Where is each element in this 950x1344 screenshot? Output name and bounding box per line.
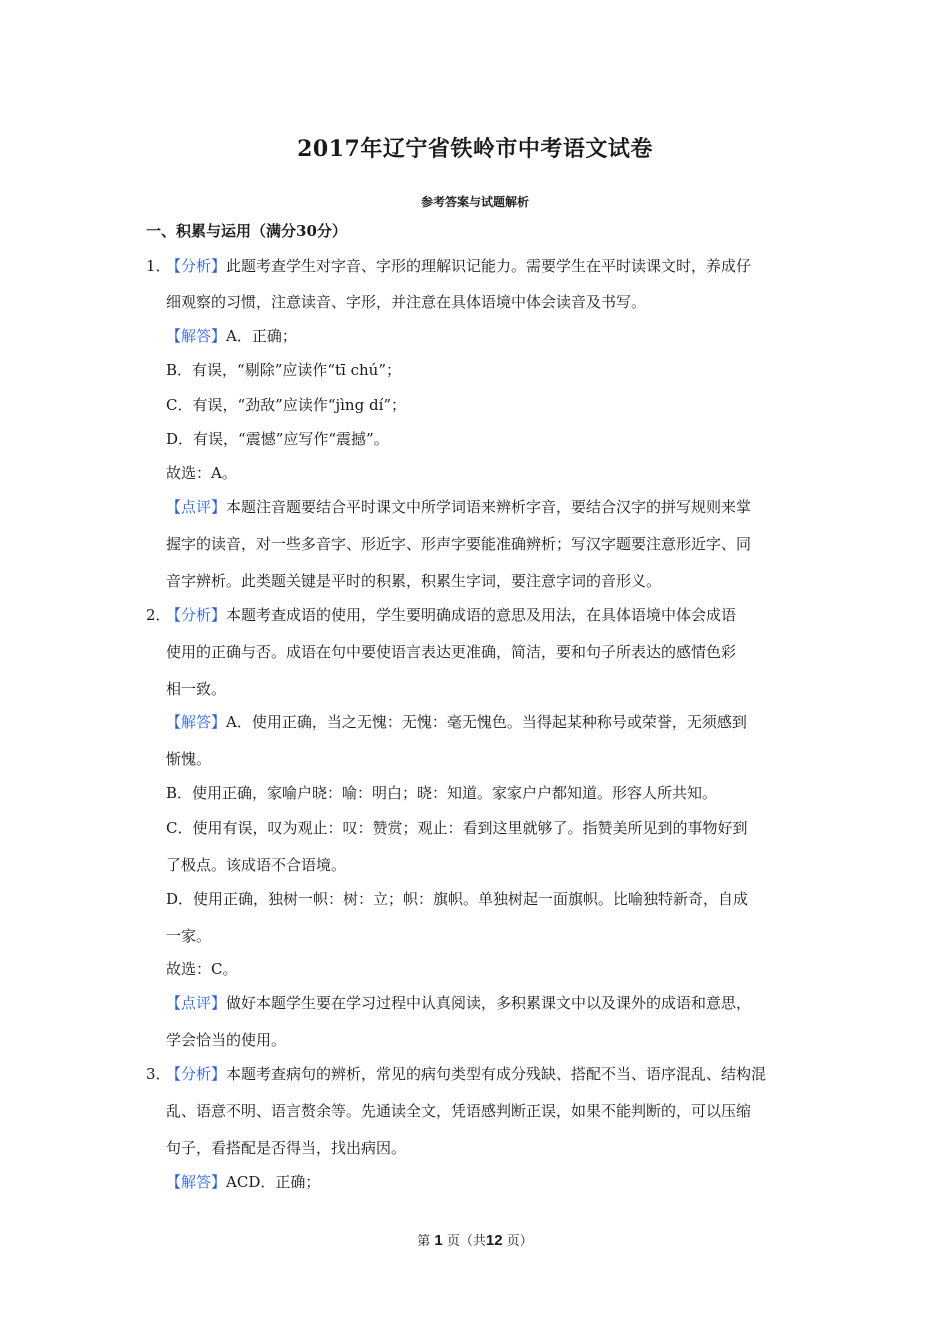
question-number: 1． — [146, 257, 171, 275]
comment-line: 握字的读音，对一些多音字、形近字、形声字要能准确辨析；写汉字题要注意形近字、同 — [166, 535, 752, 553]
comment-tag: 【点评】 — [166, 994, 227, 1012]
analysis-tag: 【分析】 — [166, 606, 227, 624]
page-number: 1 — [434, 1232, 443, 1249]
analysis-tag: 【分析】 — [166, 257, 227, 275]
comment-line: 音字辨析。此类题关键是平时的积累，积累生字词，要注意字词的音形义。 — [166, 572, 662, 590]
analysis-line: 相一致。 — [166, 680, 227, 698]
page-footer: 第 1 页（共12 页） — [417, 1232, 533, 1249]
question-number: 2． — [146, 606, 171, 624]
choice-line: 故选：C。 — [166, 960, 238, 978]
question-number: 3． — [146, 1065, 171, 1083]
analysis-line: 【分析】此题考查学生对字音、字形的理解识记能力。需要学生在平时读课文时，养成仔 — [166, 257, 752, 275]
answer-tag: 【解答】 — [166, 713, 227, 731]
option-c-line: 了极点。该成语不合语境。 — [166, 856, 347, 874]
analysis-line: 【分析】本题考查成语的使用，学生要明确成语的意思及用法，在具体语境中体会成语 — [166, 606, 737, 624]
option-d-line: D．有误，“震憾”应写作“震撼”。 — [166, 430, 389, 448]
option-b-line: B．有误，“剔除”应读作“tī chú”； — [166, 361, 402, 379]
comment-line: 【点评】做好本题学生要在学习过程中认真阅读，多积累课文中以及课外的成语和意思， — [166, 994, 752, 1012]
analysis-line: 句子，看搭配是否得当，找出病因。 — [166, 1139, 407, 1157]
comment-tag: 【点评】 — [166, 498, 227, 516]
answer-line: 【解答】A．正确； — [166, 327, 297, 345]
analysis-line: 【分析】本题考查病句的辨析，常见的病句类型有成分残缺、搭配不当、语序混乱、结构混 — [166, 1065, 767, 1083]
answer-tag: 【解答】 — [166, 1173, 227, 1191]
option-c-line: C．有误，“劲敌”应读作“jìng dí”； — [166, 396, 407, 414]
answer-line: 【解答】ACD．正确； — [166, 1173, 321, 1191]
page-total: 12 — [485, 1232, 503, 1249]
option-d-line: 一家。 — [166, 927, 212, 945]
section-heading: 一、积累与运用（满分30分） — [146, 222, 347, 240]
answer-line: 【解答】A．使用正确，当之无愧：无愧：毫无愧色。当得起某种称号或荣誉，无须感到 — [166, 713, 747, 731]
option-d-line: D．使用正确，独树一帜：树：立；帜：旗帜。单独树起一面旗帜。比喻独特新奇，自成 — [166, 890, 749, 908]
option-b-line: B．使用正确，家喻户晓：喻：明白；晓：知道。家家户户都知道。形容人所共知。 — [166, 784, 718, 802]
analysis-line: 细观察的习惯，注意读音、字形，并注意在具体语境中体会读音及书写。 — [166, 293, 647, 311]
comment-line: 学会恰当的使用。 — [166, 1031, 287, 1049]
document-subtitle: 参考答案与试题解析 — [420, 195, 529, 209]
answer-line: 惭愧。 — [166, 750, 212, 768]
analysis-line: 使用的正确与否。成语在句中要使语言表达更准确，简洁，要和句子所表达的感情色彩 — [166, 643, 737, 661]
choice-line: 故选：A。 — [166, 464, 237, 482]
comment-line: 【点评】本题注音题要结合平时课文中所学词语来辨析字音，要结合汉字的拼写规则来掌 — [166, 498, 752, 516]
analysis-line: 乱、语意不明、语言赘余等。先通读全文，凭语感判断正误，如果不能判断的，可以压缩 — [166, 1102, 752, 1120]
analysis-tag: 【分析】 — [166, 1065, 227, 1083]
option-c-line: C．使用有误，叹为观止：叹：赞赏；观止：看到这里就够了。指赞美所见到的事物好到 — [166, 819, 748, 837]
document-title: 2017年辽宁省铁岭市中考语文试卷 — [297, 136, 653, 162]
answer-tag: 【解答】 — [166, 327, 227, 345]
